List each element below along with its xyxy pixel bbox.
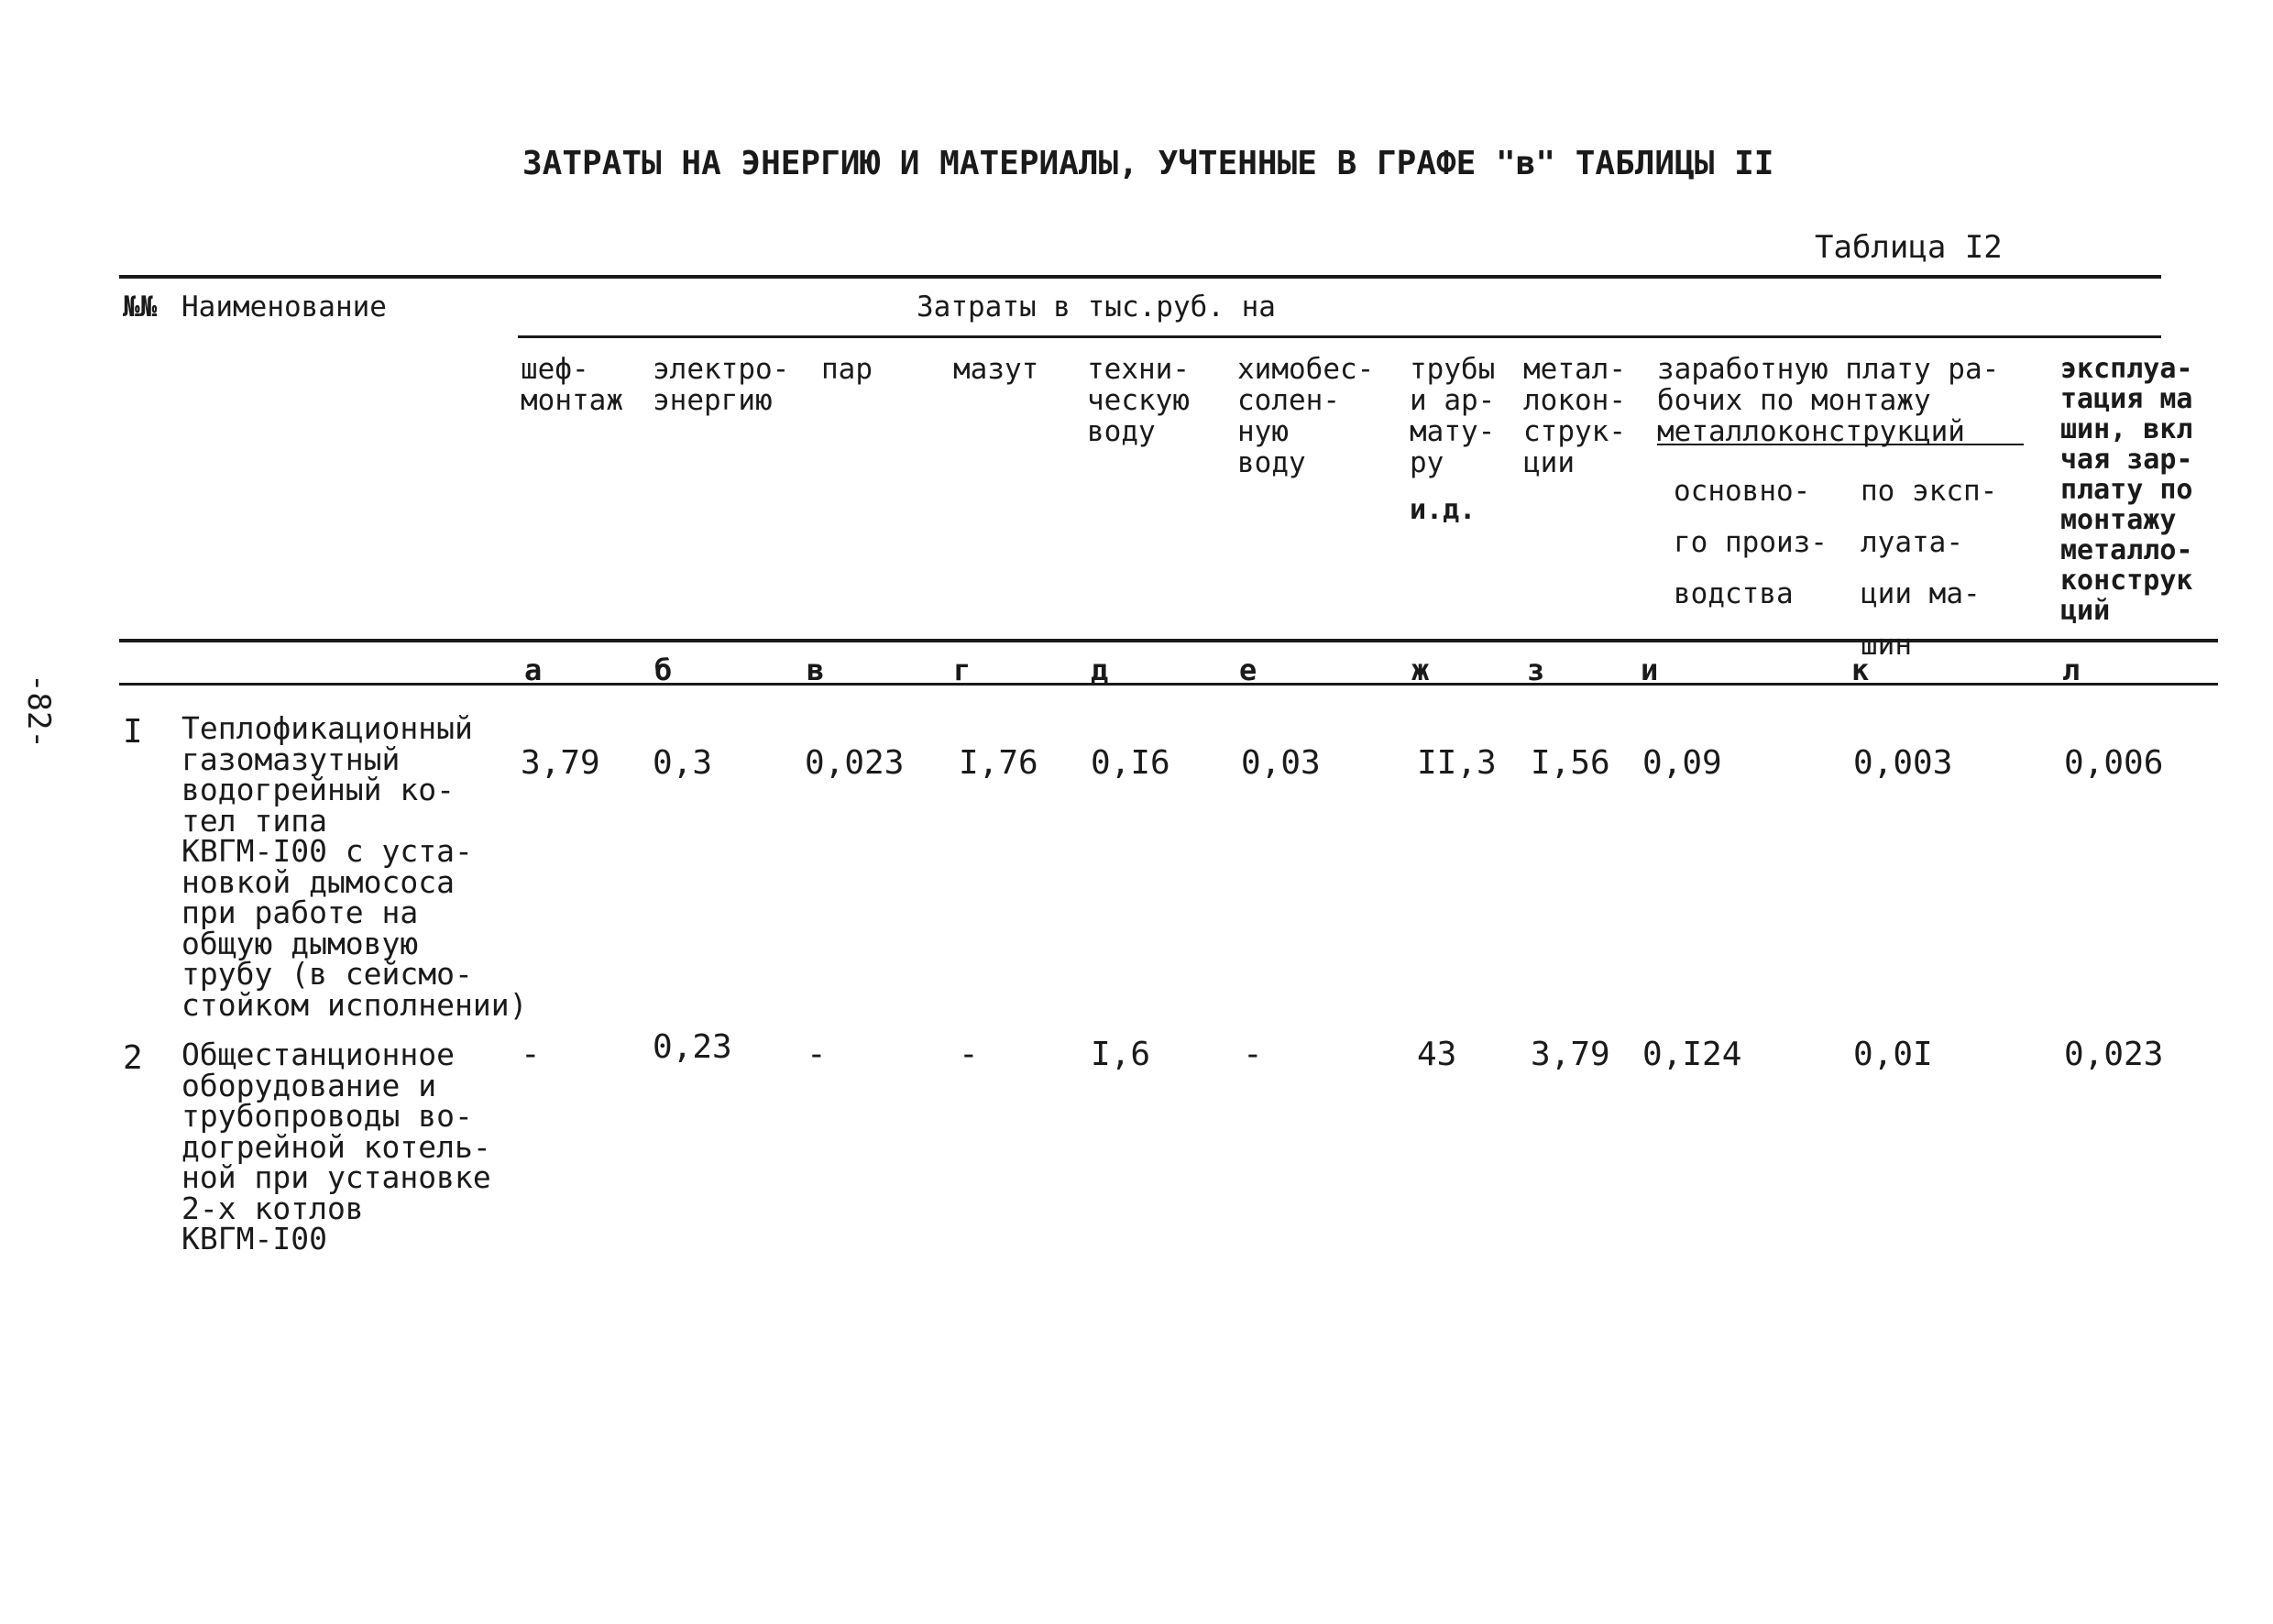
- row-1-value-l: 0,006: [2064, 744, 2164, 782]
- header-col-a: шеф- монтаж: [521, 353, 623, 417]
- row-2-value-g: -: [959, 1036, 979, 1073]
- col-letter: г: [953, 653, 972, 687]
- row-1-value-b: 0,3: [653, 744, 713, 782]
- row-2-value-k: 0,0I: [1853, 1036, 1933, 1073]
- table-number: Таблица I2: [1815, 229, 2003, 266]
- row-1-value-v: 0,023: [805, 744, 905, 782]
- header-col-zh-extra: и.д.: [1410, 494, 1477, 526]
- header-costs-group: Затраты в тыс.руб. на: [917, 291, 1276, 324]
- header-name: Наименование: [181, 291, 387, 324]
- row-1-value-g: I,76: [959, 744, 1038, 782]
- row-2-value-a: -: [521, 1036, 541, 1073]
- side-page-number: -82-: [20, 674, 57, 749]
- col-letter: б: [654, 653, 673, 687]
- header-col-z: метал- локон- струк- ции: [1523, 353, 1626, 479]
- header-col-v: пар: [821, 353, 873, 386]
- row-2-value-l: 0,023: [2064, 1036, 2164, 1073]
- col-letter: е: [1239, 653, 1257, 687]
- header-col-g: мазут: [953, 353, 1039, 386]
- row-2-value-b: 0,23: [653, 1028, 732, 1066]
- col-letter: з: [1527, 653, 1545, 687]
- col-letter: в: [807, 653, 825, 687]
- col-letter: и: [1641, 653, 1659, 687]
- header-col-l: эксплуа- тация ма шин, вкл чая зар- плату по монтажу металло- конструк ций: [2060, 353, 2193, 627]
- row-1-value-z: I,56: [1531, 744, 1610, 782]
- row-1-value-zh: II,3: [1417, 744, 1497, 782]
- header-num: №№: [123, 291, 158, 324]
- row-2-name: Общестанционное оборудование и трубопроводы во- догрейной котель- ной при установке 2-х котлов КВГМ-I00: [181, 1037, 491, 1256]
- header-col-k: по эксп- луата- ции ма- шин: [1861, 475, 1998, 662]
- row-1-value-k: 0,003: [1853, 744, 1953, 782]
- row-1-name: Теплофикационный газомазутный водогрейный ко- тел типа КВГМ-I00 с уста- новкой дымососа при работе на общую дымовую трубу (в сейсмо- стойком исполнении): [181, 710, 528, 1023]
- header-col-i: основно- го произ- водства: [1674, 475, 1828, 610]
- costs-group-rule: [518, 335, 2161, 338]
- header-col-zh: трубы и ар- мату- ру: [1410, 353, 1496, 479]
- row-2-value-i: 0,I24: [1642, 1036, 1742, 1073]
- header-col-b: электро- энергию: [653, 353, 790, 417]
- row-2-value-zh: 43: [1417, 1036, 1457, 1073]
- table-top-rule: [119, 275, 2161, 279]
- col-letter: д: [1091, 653, 1109, 687]
- letters-row-rule: [119, 683, 2218, 686]
- row-1-value-a: 3,79: [521, 744, 600, 782]
- col-letter: к: [1851, 653, 1870, 687]
- header-wage-group: заработную плату ра- бочих по монтажу металлоконструкций: [1657, 353, 2000, 448]
- row-2-value-e: -: [1243, 1036, 1263, 1073]
- col-letter: ж: [1411, 653, 1430, 687]
- row-1-num: I: [123, 713, 143, 751]
- col-letter: л: [2062, 653, 2081, 687]
- header-col-d: техни- ческую воду: [1087, 353, 1190, 448]
- document-title: ЗАТРАТЫ НА ЭНЕРГИЮ И МАТЕРИАЛЫ, УЧТЕННЫЕ В ГРАФЕ "в" ТАБЛИЦЫ II: [522, 145, 1774, 182]
- row-1-value-e: 0,03: [1241, 744, 1321, 782]
- row-2-value-d: I,6: [1091, 1036, 1151, 1073]
- row-1-value-d: 0,I6: [1091, 744, 1170, 782]
- row-2-value-v: -: [807, 1036, 827, 1073]
- row-2-value-z: 3,79: [1531, 1036, 1610, 1073]
- row-2-num: 2: [123, 1039, 143, 1077]
- header-col-e: химобес- солен- ную воду: [1237, 353, 1375, 479]
- col-letter: а: [524, 653, 543, 687]
- row-1-value-i: 0,09: [1642, 744, 1722, 782]
